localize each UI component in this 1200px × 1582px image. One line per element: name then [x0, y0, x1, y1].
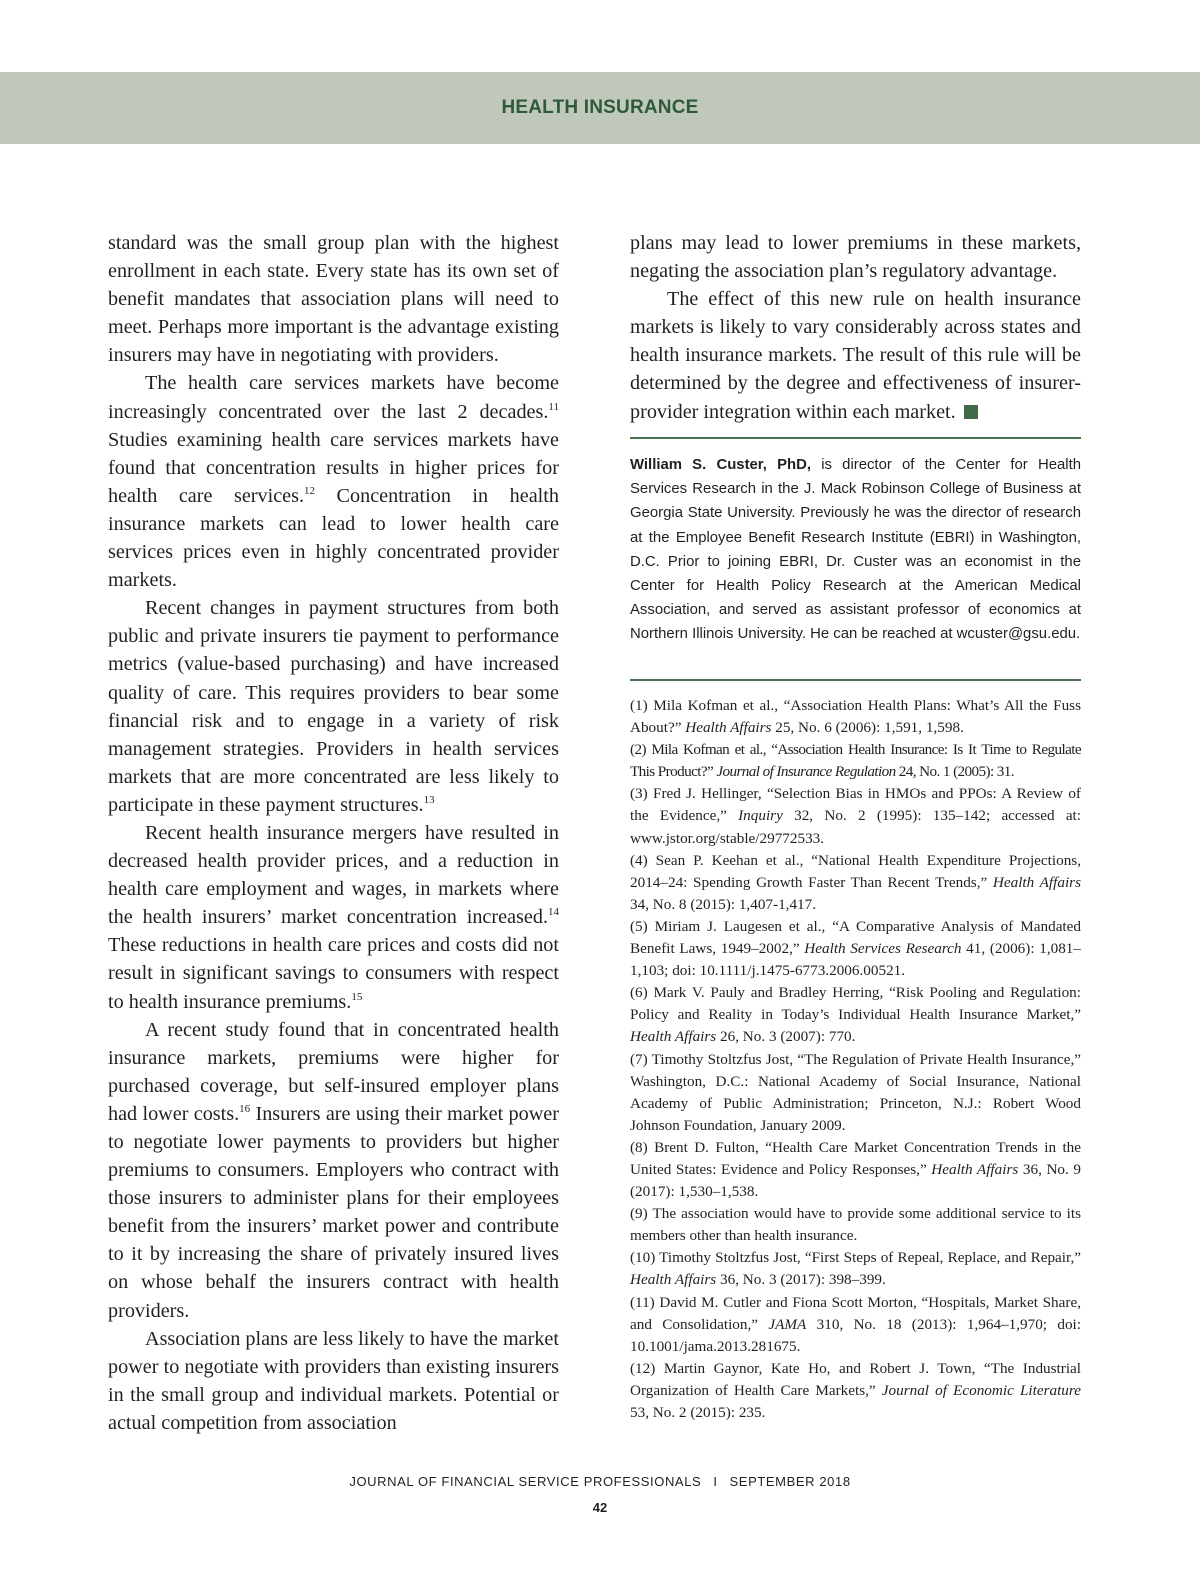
endnote — [630, 1049, 1081, 1137]
endnote — [630, 1358, 1081, 1424]
endnote — [630, 850, 1081, 916]
endnote-text: (7) Timothy Stoltzfus Jost, “The Regulation of Private Health Insurance,” Washington, D.C.: National Academy of Social Insurance, National Academy of Public Administration; Princeton, N.J.: Robert Wood Johnson Foundation, January 2009. — [630, 1050, 1081, 1134]
endnote-text: (10) Timothy Stoltzfus Jost, “First Steps of Repeal, Replace, and Repair,” — [630, 1249, 1081, 1267]
endnote-source: Inquiry — [738, 807, 783, 825]
footnote-ref: 12 — [304, 484, 316, 497]
endnote-text: (3) Fred J. Hellinger, “Selection Bias in HMOs and PPOs: A Review of the Evidence,” — [630, 785, 1081, 825]
issue-date: SEPTEMBER 2018 — [729, 1474, 851, 1489]
endnote-source: Journal of Economic Literature — [881, 1381, 1081, 1399]
endnote-text: (12) Martin Gaynor, Kate Ho, and Robert J. Town, “The Industrial Organization of Health Care Markets,” — [630, 1359, 1081, 1399]
paragraph: standard was the small group plan with the highest enrollment in each state. Every state has its own set of benefit mandates that association plans will need to meet. Perhaps more important is the advantage existing insurers may have in negotiating with providers. — [108, 232, 559, 367]
endnote-text: 53, No. 2 (2015): 235. — [630, 1404, 766, 1421]
author-name: William S. Custer, PhD, — [630, 457, 812, 473]
endnote-text: 310, No. 18 (2013): 1,964–1,970; doi: 10.1001/jama.2013.281675. — [630, 1315, 1081, 1355]
divider-rule — [630, 679, 1081, 681]
left-column — [108, 229, 559, 1437]
paragraph-text: Recent changes in payment structures from both public and private insurers tie payment to performance metrics (value-based purchasing) and have increased quality of care. This requires providers to bear some financial risk and to engage in a variety of risk management strategies. Providers in health services markets that are more concentrated are less likely to participate in these payment structures. — [108, 597, 559, 816]
endnote-source: Health Affairs — [931, 1160, 1019, 1178]
paragraph-text: Studies examining health care services markets have found that concentration results in higher prices for health care services. — [108, 428, 559, 507]
endnote-text: 36, No. 9 (2017): 1,530–1,538. — [630, 1160, 1082, 1201]
endnote — [630, 739, 1081, 783]
endnote-text: 26, No. 3 (2007): 770. — [716, 1028, 856, 1046]
paragraph-text: The health care services markets have become increasingly concentrated over the last 2 decades. — [108, 372, 559, 423]
endnote-text: (8) Brent D. Fulton, “Health Care Market Concentration Trends in the United States: Evidence and Policy Responses,” — [630, 1138, 1081, 1178]
footnote-ref: 13 — [423, 793, 435, 806]
endnote-text: 34, No. 8 (2015): 1,407-1,417. — [630, 895, 817, 913]
endnote-text: (1) Mila Kofman et al., “Association Health Plans: What’s All the Fuss About?” — [630, 697, 1081, 737]
endnote-text: (9) The association would have to provide some additional service to its members other than health insurance. — [630, 1205, 1081, 1245]
end-of-article-mark — [964, 405, 978, 419]
endnote-source: JAMA — [768, 1315, 807, 1333]
journal-name: JOURNAL OF FINANCIAL SERVICE PROFESSIONALS — [349, 1474, 702, 1489]
paragraph-text: The effect of this new rule on health insurance markets is likely to vary considerably across states and health insurance markets. The result of this rule will be determined by the degree and effectiveness of insurer-provider integration within each market. — [630, 288, 1081, 423]
page-number: 42 — [592, 1500, 608, 1515]
footnote-ref: 14 — [548, 906, 559, 919]
right-column — [630, 229, 1081, 426]
paragraph: plans may lead to lower premiums in these markets, negating the association plan’s regulatory advantage. — [630, 232, 1081, 283]
author-bio-text: is director of the Center for Health Services Research in the J. Mack Robinson College of Business at Georgia State University. Previously he was the director of research at the Employee Benefit Research Institute (EBRI) in Washington, D.C. Prior to joining EBRI, Dr. Custer was an economist in the Center for Health Policy Research at the American Medical Association, and served as assistant professor of economics at Northern Illinois University. He can be reached at wcuster@gsu.edu. — [630, 457, 1081, 643]
footnote-ref: 15 — [351, 990, 363, 1003]
paragraph — [108, 1016, 559, 1325]
endnote-source: Health Affairs — [630, 1028, 717, 1046]
footer-separator: I — [713, 1474, 718, 1489]
paragraph — [108, 594, 559, 819]
paragraph — [630, 285, 1081, 425]
endnote-text: 25, No. 6 (2006): 1,591, 1,598. — [771, 719, 964, 737]
endnote-text: (6) Mark V. Pauly and Bradley Herring, “Risk Pooling and Regulation: Policy and Reality in Today’s Individual Health Insurance Market,” — [630, 984, 1081, 1024]
endnote-text: 36, No. 3 (2017): 398–399. — [716, 1271, 886, 1289]
endnote-source: Health Affairs — [685, 719, 772, 737]
endnote — [630, 1292, 1081, 1358]
endnote-source: Health Affairs — [630, 1271, 717, 1289]
endnote-text: 32, No. 2 (1995): 135–142; accessed at: www.jstor.org/stable/29772533. — [630, 807, 1082, 847]
endnote — [630, 982, 1081, 1048]
paragraph — [108, 369, 559, 594]
running-footer — [0, 1474, 1200, 1489]
footnote-ref: 11 — [548, 400, 559, 413]
footnote-ref: 16 — [239, 1102, 251, 1115]
endnote — [630, 783, 1081, 849]
endnote-text: 41, (2006): 1,081–1,103; doi: 10.1111/j.1475-6773.2006.00521. — [630, 940, 1081, 980]
endnote — [630, 1137, 1081, 1203]
endnote — [630, 1203, 1081, 1247]
endnote-source: Health Affairs — [992, 873, 1081, 891]
endnote — [630, 1247, 1081, 1291]
endnote — [630, 916, 1081, 982]
endnote-text: (2) Mila Kofman et al., “Association Health Insurance: Is It Time to Regulate This Product?” — [630, 741, 1081, 781]
endnote-source: Journal of Insurance Regulation — [716, 763, 896, 781]
paragraph-text: These reductions in health care prices and costs did not result in significant savings to consumers with respect to health insurance premiums. — [108, 934, 559, 1013]
endnote-text: (11) David M. Cutler and Fiona Scott Morton, “Hospitals, Market Share, and Consolidation,” — [630, 1293, 1081, 1333]
section-header-title: HEALTH INSURANCE — [501, 97, 699, 118]
endnote-source: Health Services Research — [804, 940, 962, 958]
author-bio — [630, 453, 1081, 647]
endnote-text: (5) Miriam J. Laugesen et al., “A Comparative Analysis of Mandated Benefit Laws, 1949–2002,” — [630, 917, 1081, 958]
paragraph-text: A recent study found that in concentrated health insurance markets, premiums were higher for purchased coverage, but self-insured employer plans had lower costs. — [108, 1018, 559, 1125]
divider-rule — [630, 437, 1081, 439]
paragraph-text: Insurers are using their market power to negotiate lower payments to providers but higher premiums to consumers. Employers who contract with those insurers to administer plans for their employees benefit from the insurers’ market power and contribute to it by increasing the share of privately insured lives on whose behalf the insurers contract with health providers. — [108, 1102, 559, 1322]
paragraph-text: Concentration in health insurance markets can lead to lower health care services prices even in highly concentrated provider markets. — [108, 484, 559, 592]
paragraph-text: Recent health insurance mergers have resulted in decreased health provider prices, and a reduction in health care employment and wages, in markets where the health insurers’ market concentration increased. — [108, 821, 559, 929]
endnote-text: 24, No. 1 (2005): 31. — [895, 763, 1014, 781]
endnote — [630, 695, 1081, 739]
paragraph: Association plans are less likely to have the market power to negotiate with providers than existing insurers in the small group and individual markets. Potential or actual competition from association — [108, 1327, 559, 1434]
endnote-text: (4) Sean P. Keehan et al., “National Health Expenditure Projections, 2014–24: Spending Growth Faster Than Recent Trends,” — [630, 851, 1081, 891]
paragraph — [108, 819, 559, 1016]
endnotes — [630, 695, 1081, 1424]
